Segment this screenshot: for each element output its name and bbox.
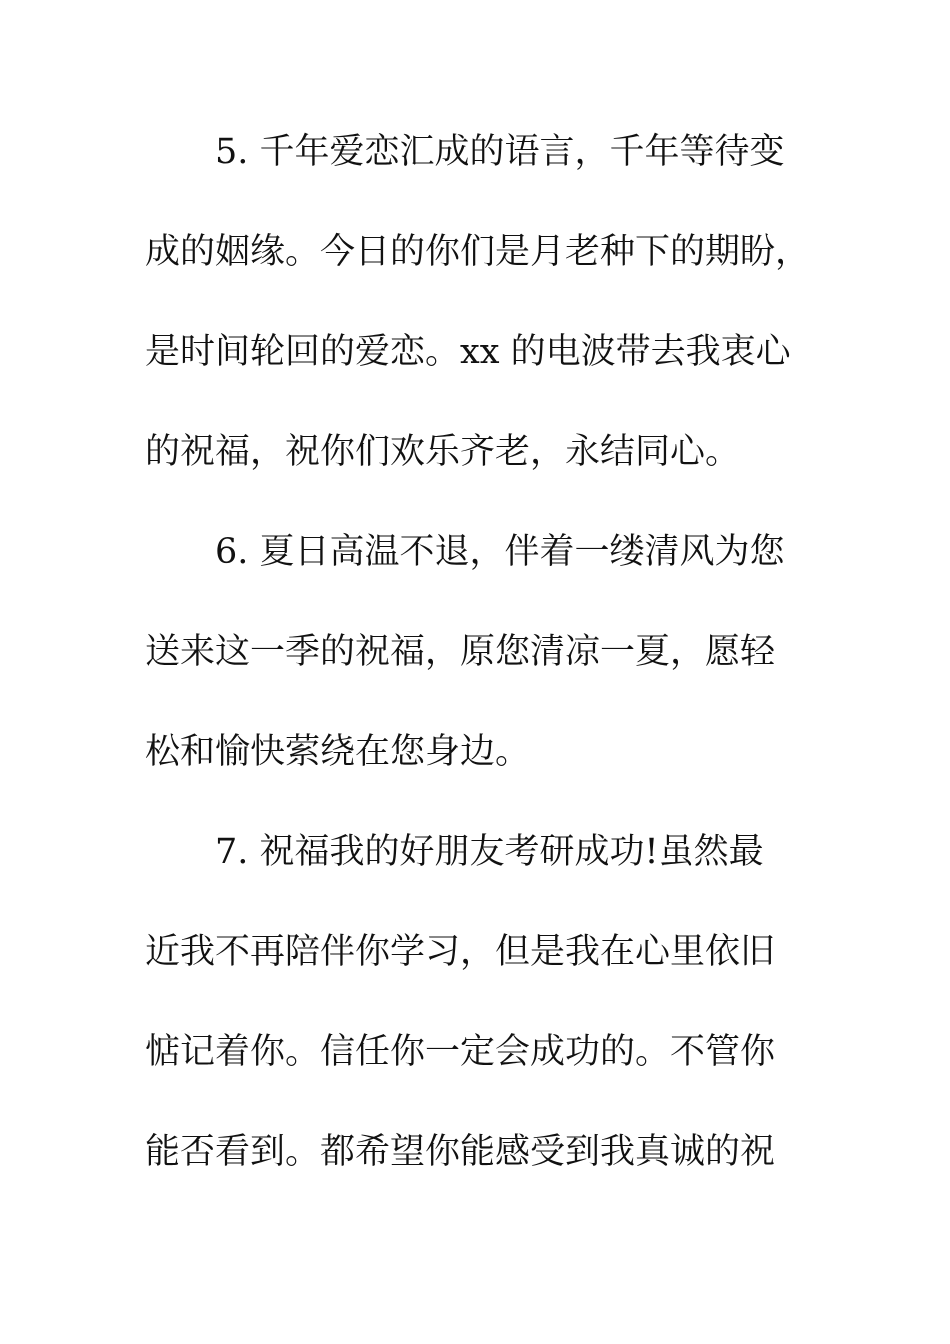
text-line: 松和愉快萦绕在您身边。 bbox=[145, 732, 531, 772]
text-line: 送来这一季的祝福，原您清凉一夏，愿轻 bbox=[145, 632, 776, 672]
text-line: 惦记着你。信任你一定会成功的。不管你 bbox=[145, 1032, 776, 1072]
text-line: 是时间轮回的爱恋。xx 的电波带去我衷心 bbox=[145, 332, 791, 372]
text-line: 6. 夏日高温不退，伴着一缕清风为您 bbox=[145, 532, 785, 572]
text-line: 5. 千年爱恋汇成的语言，千年等待变 bbox=[145, 132, 785, 172]
text-line: 成的姻缘。今日的你们是月老种下的期盼， bbox=[145, 232, 811, 272]
text-line: 能否看到。都希望你能感受到我真诚的祝 bbox=[145, 1132, 776, 1172]
text-line: 的祝福，祝你们欢乐齐老，永结同心。 bbox=[145, 432, 741, 472]
text-line: 近我不再陪伴你学习，但是我在心里依旧 bbox=[145, 932, 776, 972]
text-line: 7. 祝福我的好朋友考研成功!虽然最 bbox=[145, 832, 764, 872]
